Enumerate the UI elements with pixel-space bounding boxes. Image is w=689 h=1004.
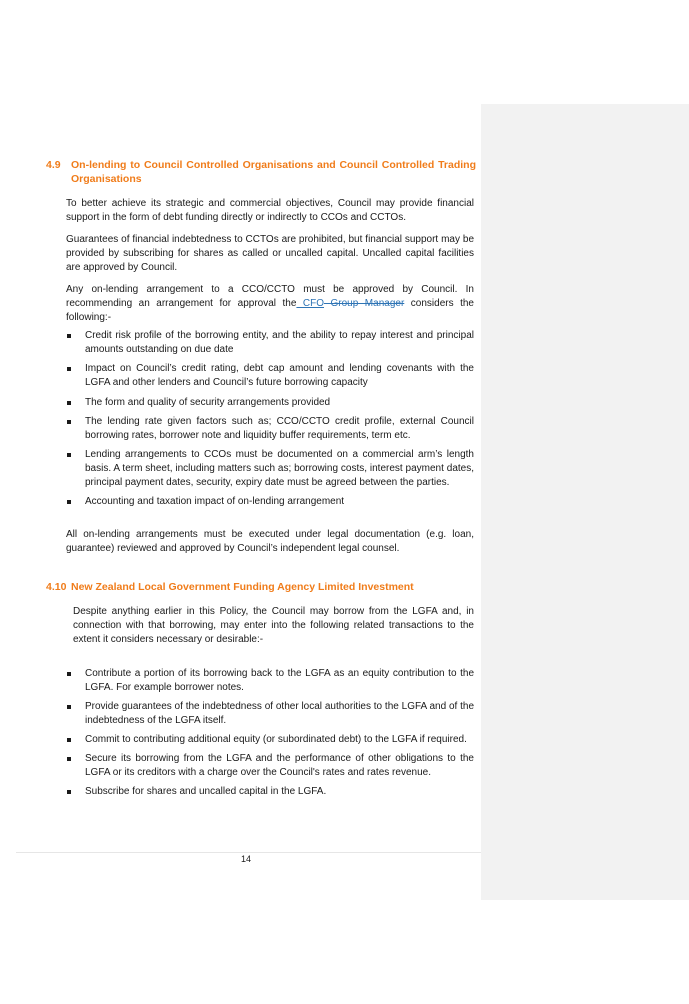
list-item [66, 448, 474, 490]
text-run: Any on-lending arrangement to a CCO/CCTO must be approved by Council. In recommending an arrangement for approval the [66, 284, 474, 309]
list-item [66, 495, 474, 509]
list-item-text: Impact on Council’s credit rating, debt cap amount and lending covenants with the LGFA and other lenders and Council’s future borrowing capacity [85, 363, 474, 388]
bullet-icon [67, 367, 71, 371]
list-item [66, 415, 474, 443]
list-item-text: The form and quality of security arrangements provided [85, 397, 331, 408]
comment-pane [481, 104, 689, 900]
tracked-insertion[interactable]: CFO [296, 298, 325, 309]
bullet-icon [67, 334, 71, 338]
bullet-icon [67, 790, 71, 794]
page-number: 14 [240, 854, 251, 864]
bullet-icon [67, 738, 71, 742]
paragraph: All on-lending arrangements must be executed under legal documentation (e.g. loan, guarantee) reviewed and approved by Council’s independent legal counsel. [66, 529, 474, 554]
paragraph-with-tracked-changes [66, 283, 474, 325]
list-item-text: Subscribe for shares and uncalled capital in the LGFA. [85, 786, 327, 797]
section-number: 4.10 [46, 581, 67, 593]
section-title: New Zealand Local Government Funding Agency Limited Investment [71, 581, 414, 593]
list-item [66, 329, 474, 357]
list-item [66, 362, 474, 390]
list-item [66, 785, 474, 799]
paragraph: To better achieve its strategic and commercial objectives, Council may provide financial support in the form of debt funding directly or indirectly to CCOs and CCTOs. [66, 198, 474, 223]
list-item-text: Accounting and taxation impact of on-lending arrangement [85, 496, 345, 507]
list-item-text: Provide guarantees of the indebtedness of other local authorities to the LGFA and of the indebtedness of the LGFA itself. [85, 701, 474, 726]
section-title: On-lending to Council Controlled Organisations and Council Controlled Trading Organisations [71, 159, 476, 185]
tracked-deletion[interactable]: Group Manager [324, 298, 405, 309]
list-item-text: Secure its borrowing from the LGFA and the performance of other obligations to the LGFA or its creditors with a charge over the Council's rates and rates revenue. [85, 753, 474, 778]
list-item-text: Commit to contributing additional equity (or subordinated debt) to the LGFA if required. [85, 734, 467, 745]
footer-divider [16, 852, 481, 853]
list-item [66, 733, 474, 747]
bullet-list [66, 329, 474, 509]
bullet-list [66, 667, 474, 799]
section-number: 4.9 [46, 159, 61, 171]
bullet-icon [67, 500, 71, 504]
section-4-9-heading [46, 158, 476, 186]
bullet-icon [67, 453, 71, 457]
list-item-text: Contribute a portion of its borrowing back to the LGFA as an equity contribution to the LGFA. For example borrower notes. [85, 668, 474, 693]
text-run: considers the following:- [66, 298, 474, 323]
list-item-text: Credit risk profile of the borrowing entity, and the ability to repay interest and principal amounts outstanding on due date [85, 330, 474, 355]
list-item [66, 667, 474, 695]
bullet-icon [67, 705, 71, 709]
section-4-10-heading [46, 580, 476, 594]
paragraph: Despite anything earlier in this Policy, the Council may borrow from the LGFA and, in connection with that borrowing, may enter into the following related transactions to the extent it considers necessary or desirable:- [73, 606, 474, 645]
bullet-icon [67, 401, 71, 405]
list-item-text: Lending arrangements to CCOs must be documented on a commercial arm’s length basis. A term sheet, including matters such as; borrowing costs, interest payment dates, principal payment dates, security, expiry date must be agreed between the parties. [85, 449, 474, 488]
bullet-icon [67, 757, 71, 761]
bullet-icon [67, 672, 71, 676]
bullet-icon [67, 420, 71, 424]
list-item [66, 700, 474, 728]
list-item [66, 396, 474, 410]
list-item [66, 752, 474, 780]
paragraph: Guarantees of financial indebtedness to CCTOs are prohibited, but financial support may be provided by subscribing for shares as called or uncalled capital. Uncalled capital facilities are approved by Council. [66, 234, 474, 273]
list-item-text: The lending rate given factors such as; CCO/CCTO credit profile, external Council borrowing rates, borrower note and liquidity buffer requirements, term etc. [85, 416, 474, 441]
